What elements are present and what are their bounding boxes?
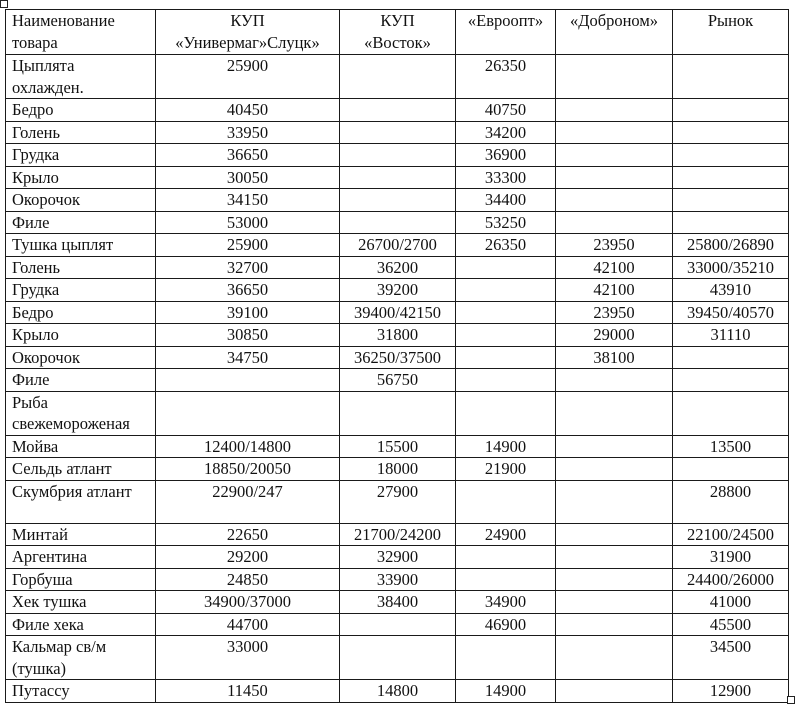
product-name-cell: Грудка	[6, 279, 156, 302]
price-cell-market	[673, 458, 789, 481]
price-cell-univermag-slutsk: 25900	[156, 55, 340, 99]
price-cell-vostok: 39200	[340, 279, 456, 302]
product-name-cell: Крыло	[6, 324, 156, 347]
price-cell-dobronom	[556, 480, 673, 523]
price-cell-dobronom	[556, 458, 673, 481]
price-cell-vostok	[340, 211, 456, 234]
price-cell-market	[673, 55, 789, 99]
price-cell-market: 12900	[673, 680, 789, 703]
header-market	[673, 10, 789, 55]
price-cell-dobronom	[556, 391, 673, 435]
product-name-cell: Хек тушка	[6, 591, 156, 614]
product-name-cell: Сельдь атлант	[6, 458, 156, 481]
price-cell-univermag-slutsk: 40450	[156, 99, 340, 122]
price-cell-vostok	[340, 99, 456, 122]
table-row	[6, 546, 789, 569]
price-cell-univermag-slutsk: 24850	[156, 568, 340, 591]
price-cell-dobronom	[556, 189, 673, 212]
price-cell-evroopt: 34200	[456, 121, 556, 144]
price-cell-evroopt: 34900	[456, 591, 556, 614]
header-product-name	[6, 10, 156, 55]
price-cell-univermag-slutsk: 36650	[156, 279, 340, 302]
table-row	[6, 613, 789, 636]
price-cell-univermag-slutsk: 25900	[156, 234, 340, 257]
table-move-handle-icon[interactable]	[0, 0, 8, 8]
price-cell-evroopt: 36900	[456, 144, 556, 167]
price-cell-univermag-slutsk: 39100	[156, 301, 340, 324]
price-cell-evroopt	[456, 391, 556, 435]
price-cell-evroopt	[456, 256, 556, 279]
price-cell-univermag-slutsk: 22650	[156, 523, 340, 546]
price-cell-market: 22100/24500	[673, 523, 789, 546]
table-row	[6, 636, 789, 680]
price-cell-dobronom	[556, 568, 673, 591]
product-name-cell: Путассу	[6, 680, 156, 703]
price-cell-vostok	[340, 391, 456, 435]
header-vostok	[340, 10, 456, 55]
price-cell-vostok: 56750	[340, 369, 456, 392]
price-cell-evroopt: 21900	[456, 458, 556, 481]
product-name-cell: Бедро	[6, 99, 156, 122]
price-cell-dobronom	[556, 99, 673, 122]
price-cell-dobronom	[556, 121, 673, 144]
price-cell-dobronom: 23950	[556, 301, 673, 324]
header-line: «Восток»	[364, 32, 431, 52]
price-cell-dobronom: 42100	[556, 279, 673, 302]
product-name-cell: Горбуша	[6, 568, 156, 591]
price-cell-vostok: 32900	[340, 546, 456, 569]
price-cell-dobronom: 42100	[556, 256, 673, 279]
price-cell-vostok: 15500	[340, 435, 456, 458]
price-cell-evroopt	[456, 369, 556, 392]
price-cell-market: 31110	[673, 324, 789, 347]
table-row	[6, 301, 789, 324]
table-row	[6, 234, 789, 257]
price-cell-dobronom	[556, 613, 673, 636]
product-name-cell: Мойва	[6, 435, 156, 458]
price-cell-univermag-slutsk: 12400/14800	[156, 435, 340, 458]
price-cell-dobronom	[556, 523, 673, 546]
price-cell-evroopt: 34400	[456, 189, 556, 212]
header-line: товара	[12, 32, 58, 52]
price-cell-dobronom	[556, 166, 673, 189]
price-cell-market	[673, 211, 789, 234]
price-cell-univermag-slutsk: 34750	[156, 346, 340, 369]
price-cell-vostok: 18000	[340, 458, 456, 481]
price-cell-vostok: 21700/24200	[340, 523, 456, 546]
price-cell-market	[673, 166, 789, 189]
price-cell-dobronom	[556, 680, 673, 703]
price-cell-market	[673, 144, 789, 167]
table-row	[6, 121, 789, 144]
price-cell-market: 28800	[673, 480, 789, 523]
product-name-cell: Скумбрия атлант	[6, 480, 156, 523]
header-line: «Евроопт»	[467, 11, 544, 30]
price-cell-vostok: 39400/42150	[340, 301, 456, 324]
price-cell-vostok: 33900	[340, 568, 456, 591]
price-cell-evroopt: 24900	[456, 523, 556, 546]
price-cell-dobronom: 29000	[556, 324, 673, 347]
price-cell-univermag-slutsk: 34900/37000	[156, 591, 340, 614]
price-cell-vostok	[340, 144, 456, 167]
product-name-cell: Цыплята охлажден.	[6, 55, 156, 99]
price-cell-univermag-slutsk: 30850	[156, 324, 340, 347]
price-cell-dobronom	[556, 211, 673, 234]
price-cell-vostok	[340, 189, 456, 212]
price-cell-univermag-slutsk	[156, 369, 340, 392]
price-cell-univermag-slutsk: 18850/20050	[156, 458, 340, 481]
price-cell-univermag-slutsk: 30050	[156, 166, 340, 189]
price-cell-evroopt: 40750	[456, 99, 556, 122]
price-comparison-table	[5, 9, 789, 703]
price-cell-vostok: 38400	[340, 591, 456, 614]
price-cell-univermag-slutsk: 32700	[156, 256, 340, 279]
price-cell-market: 34500	[673, 636, 789, 680]
header-dobronom	[556, 10, 673, 55]
price-cell-dobronom: 23950	[556, 234, 673, 257]
price-cell-evroopt	[456, 346, 556, 369]
header-univermag-slutsk	[156, 10, 340, 55]
price-cell-vostok: 36250/37500	[340, 346, 456, 369]
price-cell-dobronom: 38100	[556, 346, 673, 369]
header-row	[6, 10, 789, 55]
table-resize-handle-icon[interactable]	[787, 696, 795, 704]
price-cell-dobronom	[556, 55, 673, 99]
product-name-cell: Филе	[6, 369, 156, 392]
price-cell-market: 13500	[673, 435, 789, 458]
table-row	[6, 480, 789, 523]
table-row	[6, 435, 789, 458]
price-cell-market: 31900	[673, 546, 789, 569]
table-row	[6, 324, 789, 347]
product-name-cell: Рыба свежемороженая	[6, 391, 156, 435]
price-cell-market	[673, 369, 789, 392]
price-cell-evroopt	[456, 480, 556, 523]
header-line: «Универмаг»Слуцк»	[175, 32, 320, 52]
price-cell-vostok	[340, 166, 456, 189]
price-cell-dobronom	[556, 591, 673, 614]
price-cell-evroopt	[456, 568, 556, 591]
product-name-cell: Голень	[6, 121, 156, 144]
price-cell-univermag-slutsk: 11450	[156, 680, 340, 703]
product-name-cell: Тушка цыплят	[6, 234, 156, 257]
price-cell-evroopt	[456, 301, 556, 324]
table-row	[6, 99, 789, 122]
price-cell-dobronom	[556, 636, 673, 680]
price-cell-vostok: 31800	[340, 324, 456, 347]
price-cell-dobronom	[556, 144, 673, 167]
price-cell-evroopt	[456, 636, 556, 680]
product-name-cell: Бедро	[6, 301, 156, 324]
price-cell-dobronom	[556, 369, 673, 392]
price-cell-market	[673, 121, 789, 144]
header-line: «Доброном»	[569, 11, 659, 30]
price-cell-market	[673, 99, 789, 122]
table-row	[6, 523, 789, 546]
price-cell-univermag-slutsk: 34150	[156, 189, 340, 212]
price-cell-evroopt	[456, 324, 556, 347]
price-cell-market: 33000/35210	[673, 256, 789, 279]
price-cell-univermag-slutsk	[156, 391, 340, 435]
product-name-cell: Минтай	[6, 523, 156, 546]
price-cell-market	[673, 391, 789, 435]
price-cell-evroopt: 26350	[456, 234, 556, 257]
price-cell-vostok: 26700/2700	[340, 234, 456, 257]
product-name-cell: Филе хека	[6, 613, 156, 636]
table-row	[6, 680, 789, 703]
product-name-cell: Филе	[6, 211, 156, 234]
table-row	[6, 279, 789, 302]
price-cell-evroopt	[456, 279, 556, 302]
header-line: Наименование	[12, 11, 115, 30]
table-row	[6, 591, 789, 614]
price-cell-evroopt: 26350	[456, 55, 556, 99]
price-cell-market	[673, 189, 789, 212]
price-cell-univermag-slutsk: 36650	[156, 144, 340, 167]
price-cell-evroopt: 14900	[456, 435, 556, 458]
price-cell-dobronom	[556, 546, 673, 569]
table-row	[6, 346, 789, 369]
price-cell-univermag-slutsk: 33000	[156, 636, 340, 680]
table-row	[6, 166, 789, 189]
price-cell-univermag-slutsk: 44700	[156, 613, 340, 636]
table-row	[6, 189, 789, 212]
price-cell-market	[673, 346, 789, 369]
product-name-cell: Крыло	[6, 166, 156, 189]
price-cell-vostok	[340, 636, 456, 680]
price-cell-univermag-slutsk: 29200	[156, 546, 340, 569]
price-cell-market: 45500	[673, 613, 789, 636]
header-line: Рынок	[707, 11, 754, 30]
price-cell-market: 41000	[673, 591, 789, 614]
table-row	[6, 144, 789, 167]
table-row	[6, 458, 789, 481]
table-row	[6, 211, 789, 234]
price-cell-market: 43910	[673, 279, 789, 302]
table-row	[6, 391, 789, 435]
product-name-cell: Аргентина	[6, 546, 156, 569]
product-name-cell: Голень	[6, 256, 156, 279]
price-cell-vostok: 27900	[340, 480, 456, 523]
table-body	[6, 55, 789, 703]
price-cell-evroopt: 53250	[456, 211, 556, 234]
price-cell-evroopt: 46900	[456, 613, 556, 636]
price-cell-market: 39450/40570	[673, 301, 789, 324]
product-name-cell: Окорочок	[6, 189, 156, 212]
header-line: КУП	[380, 11, 415, 30]
table-row	[6, 568, 789, 591]
price-cell-vostok	[340, 121, 456, 144]
table-row	[6, 55, 789, 99]
price-cell-evroopt: 14900	[456, 680, 556, 703]
price-cell-vostok: 14800	[340, 680, 456, 703]
product-name-cell: Грудка	[6, 144, 156, 167]
header-line: КУП	[230, 11, 265, 30]
price-cell-market: 24400/26000	[673, 568, 789, 591]
price-cell-univermag-slutsk: 53000	[156, 211, 340, 234]
table-row	[6, 369, 789, 392]
product-name-cell: Кальмар св/м (тушка)	[6, 636, 156, 680]
price-cell-vostok: 36200	[340, 256, 456, 279]
price-cell-evroopt	[456, 546, 556, 569]
price-cell-univermag-slutsk: 33950	[156, 121, 340, 144]
table-row	[6, 256, 789, 279]
header-evroopt	[456, 10, 556, 55]
price-cell-market: 25800/26890	[673, 234, 789, 257]
product-name-cell: Окорочок	[6, 346, 156, 369]
price-cell-vostok	[340, 613, 456, 636]
price-cell-dobronom	[556, 435, 673, 458]
price-cell-univermag-slutsk: 22900/247	[156, 480, 340, 523]
price-cell-vostok	[340, 55, 456, 99]
price-cell-evroopt: 33300	[456, 166, 556, 189]
